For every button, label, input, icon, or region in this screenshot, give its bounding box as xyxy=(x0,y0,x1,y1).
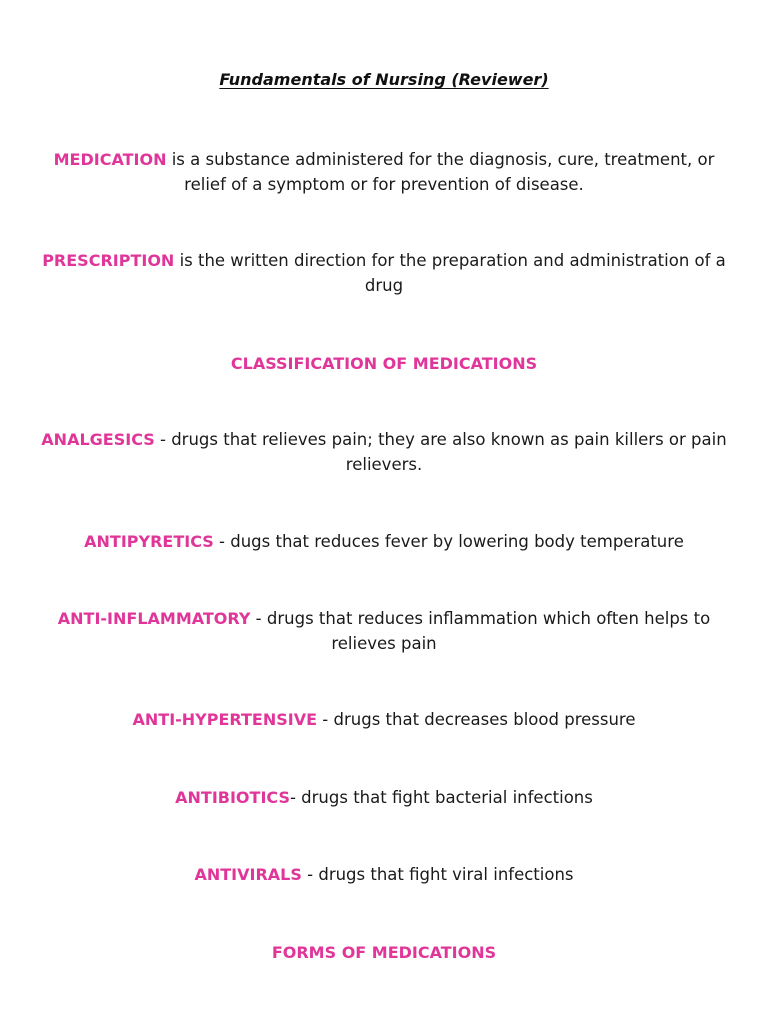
section-heading-classification: CLASSIFICATION OF MEDICATIONS xyxy=(230,354,538,373)
definition-prescription xyxy=(40,248,728,298)
term-antibiotics: ANTIBIOTICS xyxy=(175,788,290,807)
definition-text: drugs that fight bacterial infections xyxy=(301,788,593,807)
term-medication: MEDICATION xyxy=(53,150,167,169)
definition-text: dugs that reduces fever by lowering body temperature xyxy=(230,532,684,551)
term-antivirals: ANTIVIRALS xyxy=(194,865,302,884)
classification-antibiotics xyxy=(40,785,728,810)
term-anti-inflammatory: ANTI-INFLAMMATORY xyxy=(57,609,251,628)
definition-text: drugs that decreases blood pressure xyxy=(333,710,636,729)
separator: - xyxy=(289,788,302,807)
separator: - xyxy=(250,609,267,628)
term-antipyretics: ANTIPYRETICS xyxy=(84,532,214,551)
term-anti-hypertensive: ANTI-HYPERTENSIVE xyxy=(132,710,318,729)
term-prescription: PRESCRIPTION xyxy=(42,251,175,270)
definition-medication xyxy=(40,147,728,197)
classification-anti-inflammatory xyxy=(40,606,728,656)
separator: - xyxy=(301,865,319,884)
section-heading-forms: FORMS OF MEDICATIONS xyxy=(271,943,497,962)
classification-analgesics xyxy=(40,427,728,477)
definition-text: is the written direction for the preparation and administration of a drug xyxy=(179,251,726,295)
document-title: Fundamentals of Nursing (Reviewer) xyxy=(219,70,549,89)
classification-antipyretics xyxy=(40,529,728,554)
separator: - xyxy=(317,710,334,729)
definition-text: drugs that reduces inflammation which often helps to relieves pain xyxy=(266,609,711,653)
definition-text: drugs that fight viral infections xyxy=(318,865,574,884)
classification-antivirals xyxy=(40,862,728,887)
definition-text: is a substance administered for the diagnosis, cure, treatment, or relief of a symptom or for prevention of disease. xyxy=(171,150,715,194)
term-analgesics: ANALGESICS xyxy=(41,430,155,449)
separator: - xyxy=(213,532,231,551)
separator: - xyxy=(154,430,172,449)
definition-text: drugs that relieves pain; they are also known as pain killers or pain relievers. xyxy=(171,430,727,474)
classification-anti-hypertensive xyxy=(40,707,728,732)
